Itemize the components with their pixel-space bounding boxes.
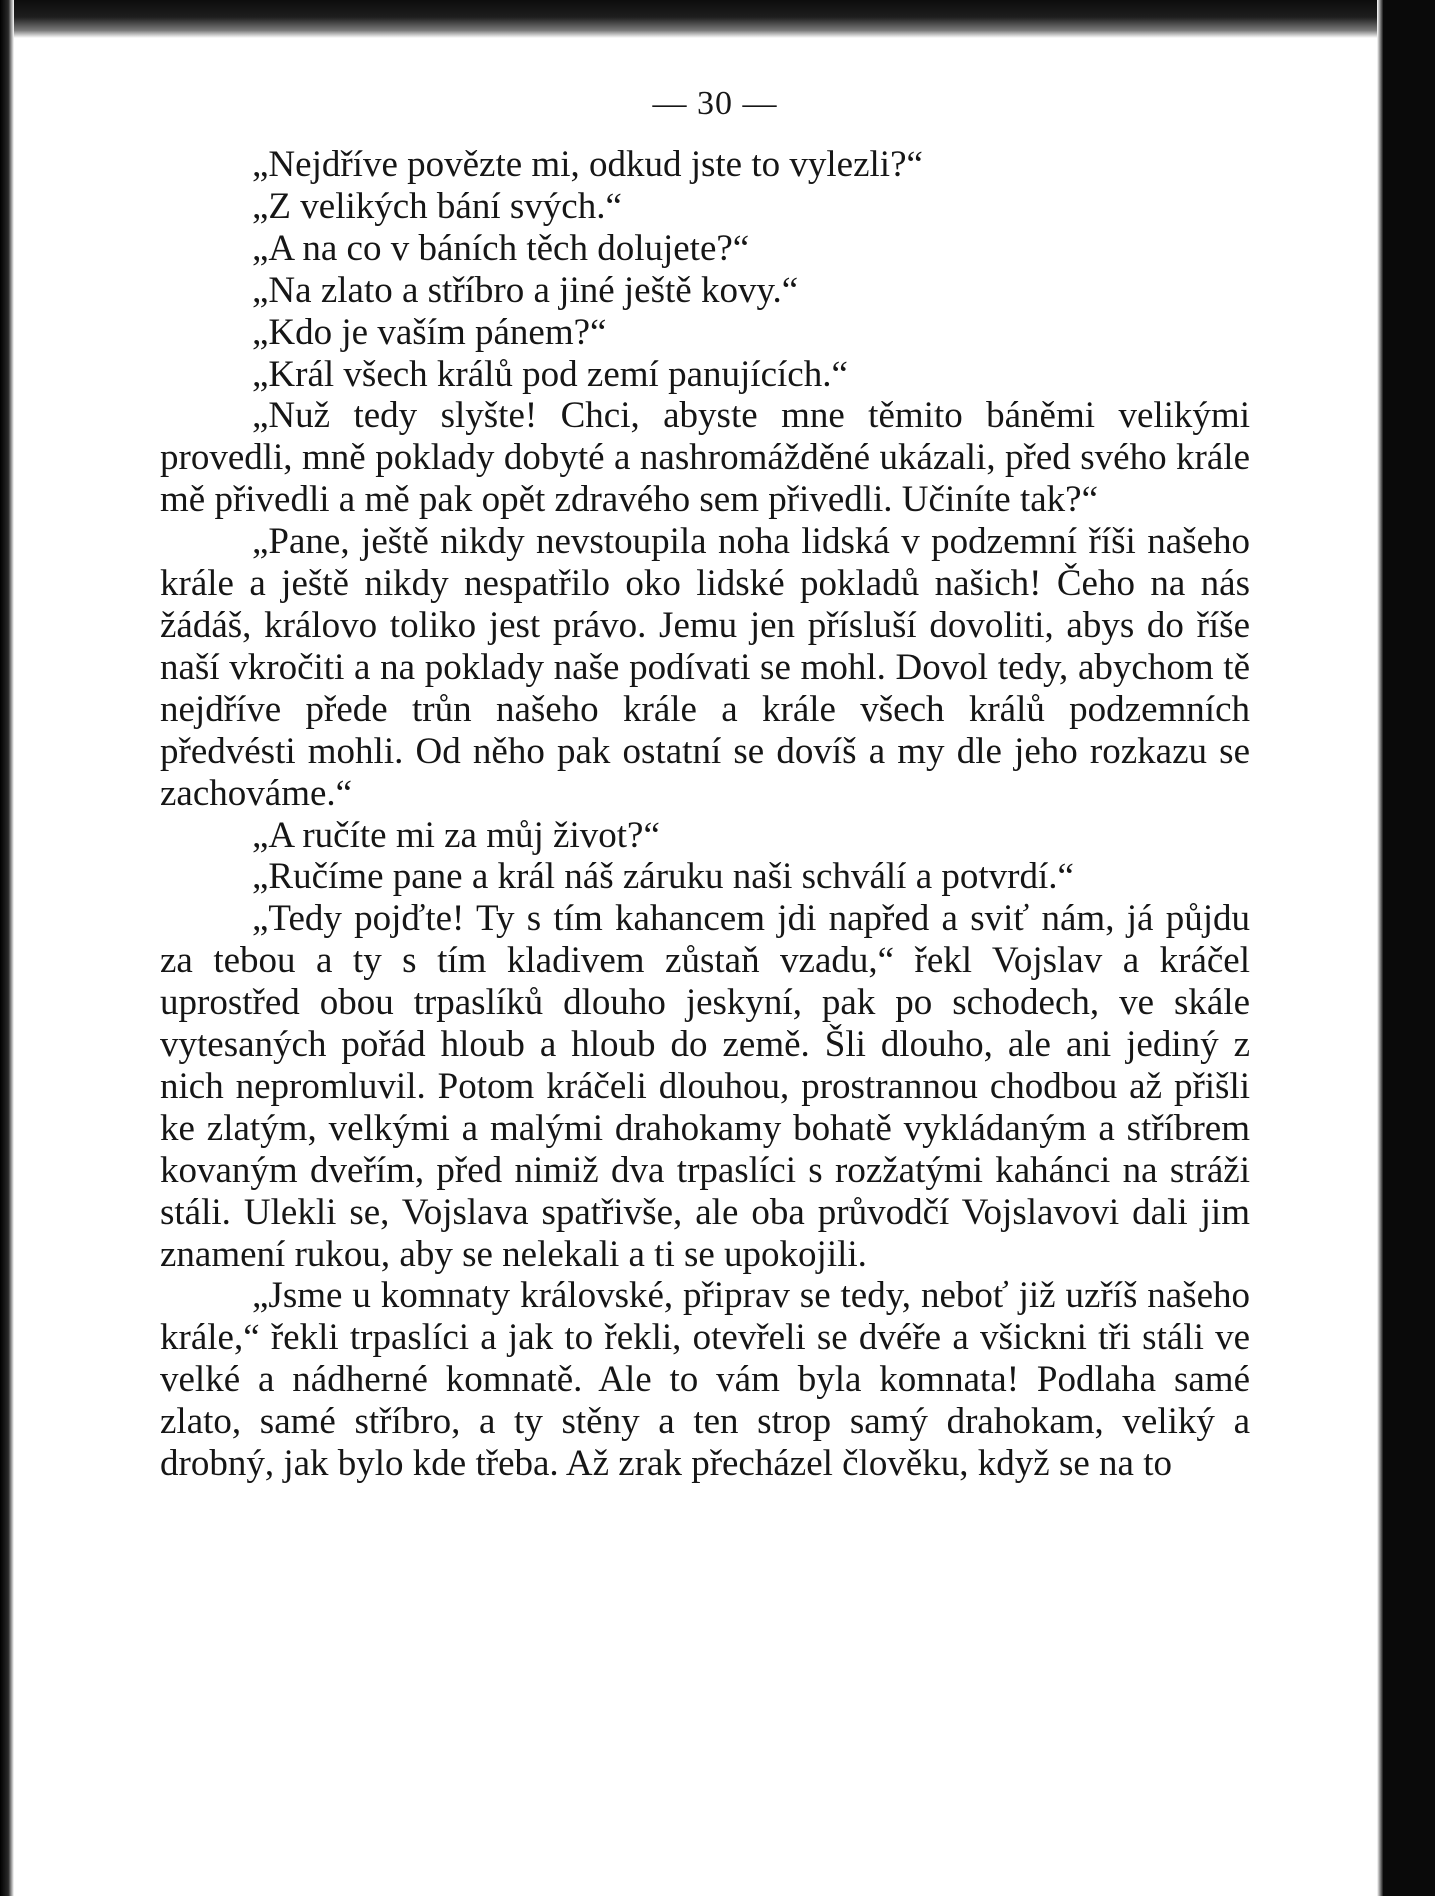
scan-shadow-left [0,0,14,1896]
paragraph: „Nuž tedy slyšte! Chci, abyste mne těmito báněmi velikými provedli, mně poklady dobyté a nashromážděné ukázali, před svého krále mě přivedli a mě pak opět zdravého sem přivedli. Učiníte tak?“ [160,395,1250,521]
scan-shadow-top [0,0,1435,38]
dialogue-line: „Z velikých bání svých.“ [252,185,622,227]
paragraph: „Pane, ještě nikdy nevstoupila noha lidská v podzemní říši našeho krále a ještě nikdy nespatřilo oko lidské pokladů našich! Čeho na nás žádáš, královo toliko jest právo. Jemu jen přísluší dovoliti, abys do říše naší vkročiti a na poklady naše podívati se mohl. Dovol tedy, abychom tě nejdříve přede trůn našeho krále a krále všech králů podzemních předvésti mohli. Od něho pak ostatní se dovíš a my dle jeho rozkazu se zachováme.“ [160,521,1250,814]
dialogue-line: „Na zlato a stříbro a jiné ještě kovy.“ [252,269,799,311]
dialogue-line: „Nejdříve povězte mi, odkud jste to vylezli?“ [252,144,923,185]
dialogue-line: „A na co v báních těch dolujete?“ [252,227,750,269]
dialogue-line: „A ručíte mi za můj život?“ [252,814,660,856]
book-page [160,84,1250,1485]
paragraph: „Tedy pojďte! Ty s tím kahancem jdi napřed a sviť nám, já půjdu za tebou a ty s tím kladivem zůstaň vzadu,“ řekl Vojslav a kráčel uprostřed obou trpaslíků dlouho jeskyní, pak po schodech, ve skále vytesaných pořád hloub a hloub do země. Šli dlouho, ale ani jediný z nich nepromluvil. Potom kráčeli dlouhou, prostrannou chodbou až přišli ke zlatým, velkými a malými drahokamy bohatě vykládaným a stříbrem kovaným dveřím, před nimiž dva trpaslíci s rozžatými kahánci na stráži stáli. Ulekli se, Vojslava spatřivše, ale oba průvodčí Vojslavovi dali jim znamení rukou, aby se nelekali a ti se upokojili. [160,898,1250,1275]
dialogue-line: „Kdo je vaším pánem?“ [252,311,607,353]
paragraph: „Jsme u komnaty královské, připrav se tedy, neboť již uzříš našeho krále,“ řekli trpaslíci a jak to řekli, otevřeli se dvéře a všickni tři stáli ve velké a nádherné komnatě. Ale to vám byla komnata! Podlaha samé zlato, samé stříbro, a ty stěny a ten strop samý drahokam, veliký a drobný, jak bylo kde třeba. Až zrak přecházel člověku, když se na to [160,1275,1250,1485]
body-text [160,144,1250,1485]
dialogue-line: „Král všech králů pod zemí panujících.“ [252,353,848,395]
dialogue-line: „Ručíme pane a král náš záruku naši schválí a potvrdí.“ [252,856,1074,898]
scan-shadow-right [1383,0,1435,1896]
page-number: — 30 — [652,85,778,122]
